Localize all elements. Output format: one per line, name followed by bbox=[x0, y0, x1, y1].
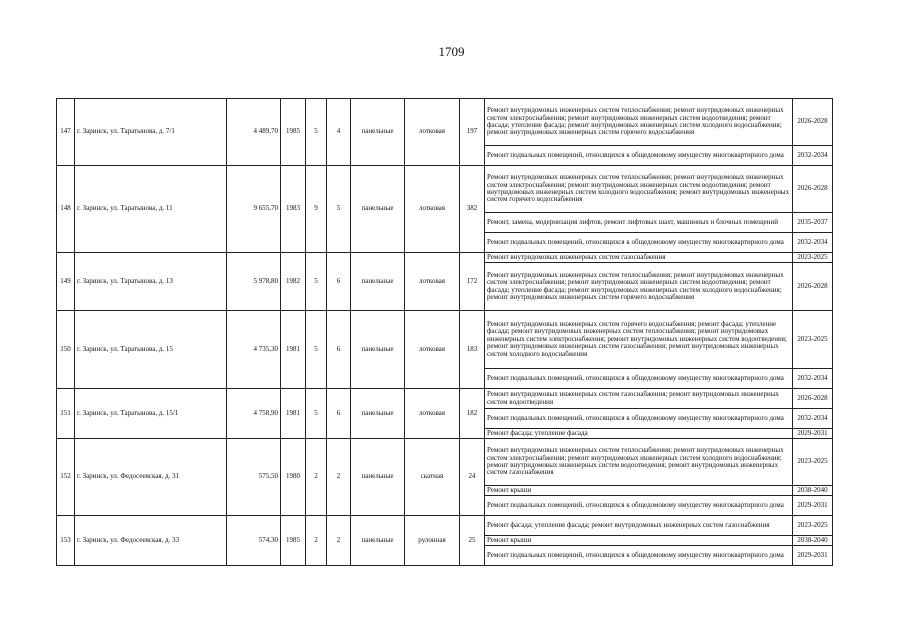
year-cell: 1981 bbox=[281, 389, 306, 439]
floors-cell: 2 bbox=[306, 516, 327, 566]
work-period: 2023-2025 bbox=[793, 311, 833, 369]
row-number: 149 bbox=[57, 253, 75, 311]
entrances-cell: 2 bbox=[327, 516, 351, 566]
floors-cell: 5 bbox=[306, 99, 327, 166]
address-cell: г. Заринск, ул. Таратынова, д. 7/1 bbox=[75, 99, 227, 166]
roof-type-cell: лотковая bbox=[405, 253, 460, 311]
work-period: 2023-2025 bbox=[793, 253, 833, 263]
table-row bbox=[57, 253, 833, 263]
work-period: 2032-2034 bbox=[793, 233, 833, 253]
address-cell: г. Заринск, ул. Таратынова, д. 15 bbox=[75, 311, 227, 389]
repair-program-table bbox=[56, 98, 833, 566]
work-description: Ремонт внутридомовых инженерных систем теплоснабжения; ремонт внутридомовых инженерных систем электроснабжения; ремонт внутридомовых инженерных систем водоотведения; ремонт фасада; утепление фасада; ремонт внутридомовых инженерных систем холодного водоснабжения; ремонт внутридомовых инженерных систем горячего водоснабжения bbox=[485, 263, 793, 311]
wall-material-cell: панельные bbox=[351, 166, 405, 253]
year-cell: 1985 bbox=[281, 516, 306, 566]
wall-material-cell: панельные bbox=[351, 389, 405, 439]
area-cell: 4 489,70 bbox=[227, 99, 281, 166]
floors-cell: 2 bbox=[306, 439, 327, 516]
work-period: 2032-2034 bbox=[793, 409, 833, 429]
roof-type-cell: лотковая bbox=[405, 311, 460, 389]
row-number: 147 bbox=[57, 99, 75, 166]
entrances-cell: 5 bbox=[327, 166, 351, 253]
area-cell: 4 735,30 bbox=[227, 311, 281, 389]
work-period: 2023-2025 bbox=[793, 439, 833, 486]
work-period: 2035-2037 bbox=[793, 213, 833, 233]
entrances-cell: 6 bbox=[327, 253, 351, 311]
work-description: Ремонт внутридомовых инженерных систем газоснабжения; ремонт внутридомовых инженерных систем водоотведения bbox=[485, 389, 793, 409]
floors-cell: 5 bbox=[306, 389, 327, 439]
flats-cell: 25 bbox=[460, 516, 485, 566]
work-period: 2026-2028 bbox=[793, 166, 833, 213]
address-cell: г. Заринск, ул. Федосеевская, д. 33 bbox=[75, 516, 227, 566]
work-period: 2026-2028 bbox=[793, 99, 833, 146]
wall-material-cell: панельные bbox=[351, 99, 405, 166]
roof-type-cell: рулонная bbox=[405, 516, 460, 566]
work-description: Ремонт подвальных помещений, относящихся к общедомовому имуществу многоквартирного дома bbox=[485, 409, 793, 429]
flats-cell: 24 bbox=[460, 439, 485, 516]
work-period: 2032-2034 bbox=[793, 146, 833, 166]
table-row bbox=[57, 389, 833, 409]
work-description: Ремонт подвальных помещений, относящихся к общедомовому имуществу многоквартирного дома bbox=[485, 369, 793, 389]
work-description: Ремонт подвальных помещений, относящихся к общедомовому имуществу многоквартирного дома bbox=[485, 146, 793, 166]
work-description: Ремонт подвальных помещений, относящихся к общедомовому имуществу многоквартирного дома bbox=[485, 496, 793, 516]
entrances-cell: 6 bbox=[327, 311, 351, 389]
row-number: 150 bbox=[57, 311, 75, 389]
year-cell: 1980 bbox=[281, 439, 306, 516]
page-number: 1709 bbox=[438, 44, 465, 59]
row-number: 152 bbox=[57, 439, 75, 516]
area-cell: 9 655,70 bbox=[227, 166, 281, 253]
table-row bbox=[57, 311, 833, 369]
wall-material-cell: панельные bbox=[351, 516, 405, 566]
roof-type-cell: лотковая bbox=[405, 389, 460, 439]
work-period: 2029-2031 bbox=[793, 546, 833, 566]
work-period: 2038-2040 bbox=[793, 486, 833, 496]
work-description: Ремонт внутридомовых инженерных систем газоснабжения bbox=[485, 253, 793, 263]
entrances-cell: 2 bbox=[327, 439, 351, 516]
work-description: Ремонт фасада; утепление фасада bbox=[485, 429, 793, 439]
year-cell: 1982 bbox=[281, 253, 306, 311]
work-description: Ремонт крыши bbox=[485, 486, 793, 496]
work-description: Ремонт внутридомовых инженерных систем теплоснабжения; ремонт внутридомовых инженерных систем электроснабжения; ремонт внутридомовых инженерных систем водоотведения; ремонт фасада; утепление фасада; ремонт внутридомовых инженерных систем холодного водоснабжения; ремонт внутридомовых инженерных систем горячего водоснабжения bbox=[485, 99, 793, 146]
work-period: 2029-2031 bbox=[793, 429, 833, 439]
entrances-cell: 6 bbox=[327, 389, 351, 439]
table-row bbox=[57, 166, 833, 213]
wall-material-cell: панельные bbox=[351, 253, 405, 311]
area-cell: 4 758,90 bbox=[227, 389, 281, 439]
flats-cell: 172 bbox=[460, 253, 485, 311]
floors-cell: 5 bbox=[306, 311, 327, 389]
row-number: 148 bbox=[57, 166, 75, 253]
flats-cell: 382 bbox=[460, 166, 485, 253]
work-period: 2038-2040 bbox=[793, 536, 833, 546]
work-period: 2023-2025 bbox=[793, 516, 833, 536]
table-row bbox=[57, 99, 833, 146]
work-description: Ремонт внутридомовых инженерных систем горячего водоснабжения; ремонт фасада; утепление фасада; ремонт внутридомовых инженерных систем теплоснабжения; ремонт внутридомовых инженерных систем электроснабжения; ремонт внутридомовых инженерных систем водоотведения; ремонт внутридомовых инженерных систем газоснабжения; ремонт внутридомовых инженерных систем холодного водоснабжения bbox=[485, 311, 793, 369]
address-cell: г. Заринск, ул. Таратынова, д. 11 bbox=[75, 166, 227, 253]
work-description: Ремонт внутридомовых инженерных систем теплоснабжения; ремонт внутридомовых инженерных систем электроснабжения; ремонт внутридомовых инженерных систем холодного водоснабжения; ремонт внутридомовых инженерных систем водоотведения; ремонт внутридомовых инженерных систем газоснабжения bbox=[485, 439, 793, 486]
work-description: Ремонт внутридомовых инженерных систем теплоснабжения; ремонт внутридомовых инженерных систем электроснабжения; ремонт внутридомовых инженерных систем водоотведения; ремонт внутридомовых инженерных систем холодного водоснабжения; ремонт внутридомовых инженерных систем горячего водоснабжения bbox=[485, 166, 793, 213]
flats-cell: 183 bbox=[460, 311, 485, 389]
wall-material-cell: панельные bbox=[351, 311, 405, 389]
row-number: 153 bbox=[57, 516, 75, 566]
year-cell: 1985 bbox=[281, 99, 306, 166]
work-description: Ремонт, замена, модернизация лифтов, ремонт лифтовых шахт, машинных и блочных помещений bbox=[485, 213, 793, 233]
work-period: 2026-2028 bbox=[793, 389, 833, 409]
address-cell: г. Заринск, ул. Таратынова, д. 15/1 bbox=[75, 389, 227, 439]
area-cell: 575,50 bbox=[227, 439, 281, 516]
work-description: Ремонт подвальных помещений, относящихся к общедомовому имуществу многоквартирного дома bbox=[485, 233, 793, 253]
wall-material-cell: панельные bbox=[351, 439, 405, 516]
address-cell: г. Заринск, ул. Таратынова, д. 13 bbox=[75, 253, 227, 311]
work-description: Ремонт подвальных помещений, относящихся к общедомовому имуществу многоквартирного дома bbox=[485, 546, 793, 566]
table-row bbox=[57, 516, 833, 536]
floors-cell: 9 bbox=[306, 166, 327, 253]
work-description: Ремонт крыши bbox=[485, 536, 793, 546]
table-row bbox=[57, 439, 833, 486]
year-cell: 1983 bbox=[281, 166, 306, 253]
flats-cell: 182 bbox=[460, 389, 485, 439]
floors-cell: 5 bbox=[306, 253, 327, 311]
work-description: Ремонт фасада; утепление фасада; ремонт внутридомовых инженерных систем газоснабжения bbox=[485, 516, 793, 536]
roof-type-cell: лотковая bbox=[405, 99, 460, 166]
entrances-cell: 4 bbox=[327, 99, 351, 166]
roof-type-cell: скатная bbox=[405, 439, 460, 516]
row-number: 151 bbox=[57, 389, 75, 439]
year-cell: 1981 bbox=[281, 311, 306, 389]
roof-type-cell: лотковая bbox=[405, 166, 460, 253]
work-period: 2032-2034 bbox=[793, 369, 833, 389]
area-cell: 574,30 bbox=[227, 516, 281, 566]
address-cell: г. Заринск, ул. Федосеевская, д. 31 bbox=[75, 439, 227, 516]
work-period: 2026-2028 bbox=[793, 263, 833, 311]
work-period: 2029-2031 bbox=[793, 496, 833, 516]
flats-cell: 197 bbox=[460, 99, 485, 166]
area-cell: 5 978,80 bbox=[227, 253, 281, 311]
